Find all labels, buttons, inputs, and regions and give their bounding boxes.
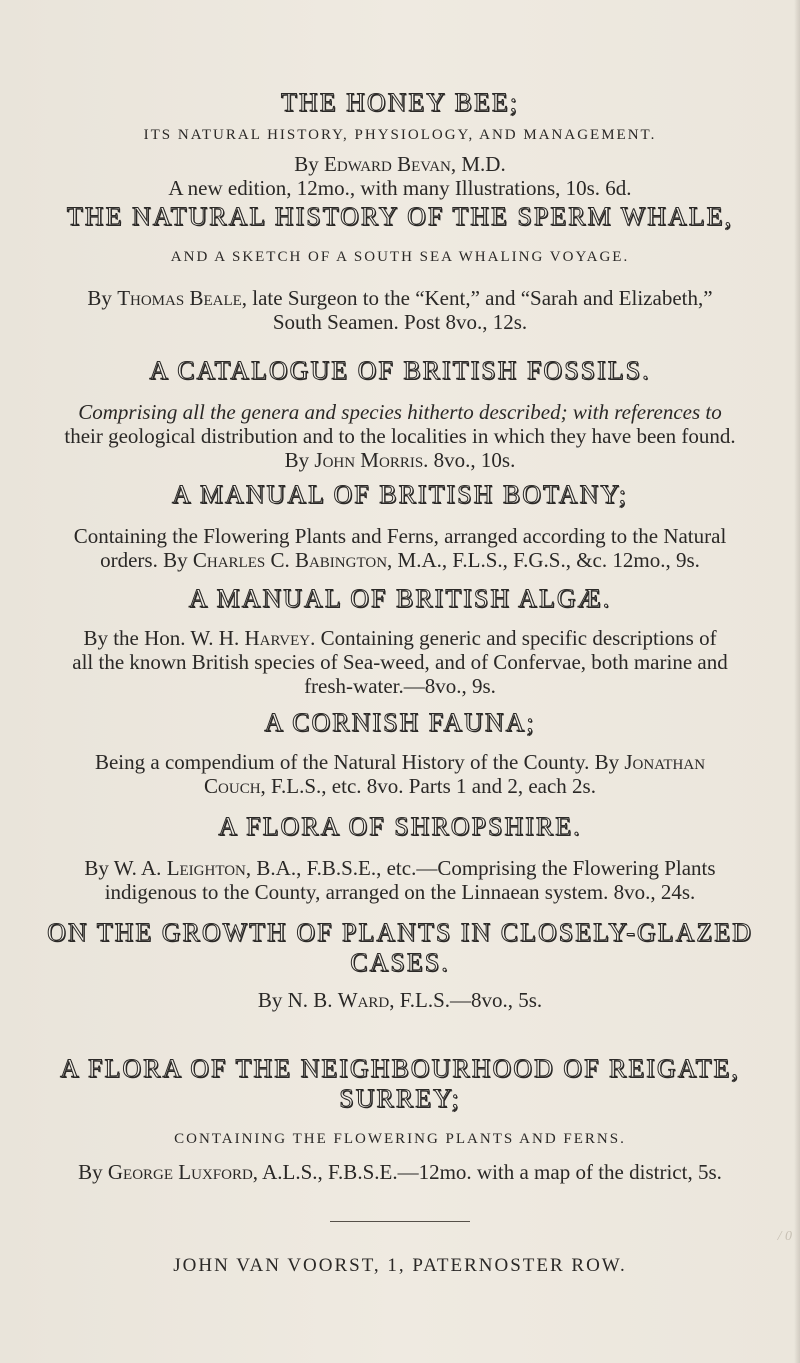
entry-title: A CORNISH FAUNA; xyxy=(264,708,536,737)
entry-line xyxy=(0,548,800,572)
author-name: Edward Bevan, M.D. xyxy=(324,152,506,176)
entry-closely-glazed-cases xyxy=(0,918,800,1012)
entry-title: SURREY; xyxy=(339,1084,461,1113)
author-name: John Morris. xyxy=(314,448,429,472)
entry-honey-bee xyxy=(0,88,800,200)
entry-author-line xyxy=(0,152,800,176)
entry-line xyxy=(0,750,800,774)
entry-subtitle: ITS NATURAL HISTORY, PHYSIOLOGY, AND MANAGEMENT. xyxy=(143,127,657,143)
author-name: Charles C. Babington, xyxy=(192,548,393,572)
entry-line-prefix: By the Hon. W. H. xyxy=(83,626,245,650)
entry-line-prefix: Being a compendium of the Natural History of the County. By xyxy=(94,750,625,774)
author-prefix: By xyxy=(87,286,118,310)
entry-line-prefix: By W. A. xyxy=(84,856,167,880)
entry-subtitle: AND A SKETCH OF A SOUTH SEA WHALING VOYAGE. xyxy=(170,249,630,265)
entry-subtitle: CONTAINING THE FLOWERING PLANTS AND FERNS. xyxy=(174,1131,626,1147)
entry-line xyxy=(0,774,800,798)
author-name: Couch, xyxy=(204,774,266,798)
entry-line xyxy=(0,286,800,310)
entry-line-rest: late Surgeon to the “Kent,” and “Sarah and Elizabeth,” xyxy=(247,286,713,310)
entry-line: fresh-water.—8vo., 9s. xyxy=(304,674,496,698)
entry-line: all the known British species of Sea-weed, and of Confervae, both marine and xyxy=(72,650,728,674)
author-prefix: By xyxy=(294,152,325,176)
divider-rule xyxy=(330,1221,470,1222)
author-name: Leighton, xyxy=(166,856,252,880)
entry-line xyxy=(0,856,800,880)
corner-pencil-mark: / 0 xyxy=(777,1229,792,1244)
author-name: George Luxford, xyxy=(107,1160,259,1184)
entry-line: Containing the Flowering Plants and Ferns, arranged according to the Natural xyxy=(73,524,727,548)
entry-line-rest: F.L.S., etc. 8vo. Parts 1 and 2, each 2s. xyxy=(265,774,596,798)
entry-title: A FLORA OF SHROPSHIRE. xyxy=(218,812,582,841)
entry-flora-reigate xyxy=(0,1054,800,1184)
publisher-footer: JOHN VAN VOORST, 1, PATERNOSTER ROW. xyxy=(173,1255,627,1276)
entry-title: THE NATURAL HISTORY OF THE SPERM WHALE, xyxy=(66,202,734,231)
entry-line-prefix: orders. By xyxy=(100,548,193,572)
entry-line: Comprising all the genera and species hitherto described; with references to xyxy=(78,400,722,424)
entry-title: A FLORA OF THE NEIGHBOURHOOD OF REIGATE, xyxy=(60,1054,740,1083)
author-prefix: By xyxy=(78,1160,108,1184)
entry-british-fossils xyxy=(0,356,800,472)
entry-line xyxy=(0,626,800,650)
entry-british-botany xyxy=(0,480,800,572)
entry-line-rest: 8vo., 10s. xyxy=(428,448,516,472)
entry-title: CASES. xyxy=(350,948,450,977)
entry-title: A MANUAL OF BRITISH ALGÆ. xyxy=(188,584,612,613)
entry-line xyxy=(0,448,800,472)
entry-title: ON THE GROWTH OF PLANTS IN CLOSELY-GLAZED xyxy=(47,918,753,947)
author-prefix: By xyxy=(284,448,315,472)
author-name: Ward, xyxy=(337,988,395,1012)
entry-line-rest: B.A., F.B.S.E., etc.—Comprising the Flowering Plants xyxy=(251,856,716,880)
entry-british-algae xyxy=(0,584,800,698)
entry-cornish-fauna xyxy=(0,708,800,798)
entry-line-rest: Containing generic and specific descriptions of xyxy=(315,626,717,650)
author-name: Thomas Beale, xyxy=(117,286,248,310)
author-name: Harvey. xyxy=(244,626,316,650)
entry-title: THE HONEY BEE; xyxy=(281,88,519,117)
entry-line-rest: M.A., F.L.S., F.G.S., &c. 12mo., 9s. xyxy=(392,548,700,572)
entry-line: South Seamen. Post 8vo., 12s. xyxy=(272,310,528,334)
entry-title: A CATALOGUE OF BRITISH FOSSILS. xyxy=(149,356,651,385)
entry-line-rest: F.L.S.—8vo., 5s. xyxy=(394,988,543,1012)
entry-line: their geological distribution and to the localities in which they have been found. xyxy=(64,424,736,448)
entry-detail: A new edition, 12mo., with many Illustrations, 10s. 6d. xyxy=(168,176,632,200)
entry-line-prefix: By N. B. xyxy=(257,988,338,1012)
entry-flora-shropshire xyxy=(0,812,800,904)
entry-line-rest: A.L.S., F.B.S.E.—12mo. with a map of the district, 5s. xyxy=(258,1160,722,1184)
entry-line: indigenous to the County, arranged on the Linnaean system. 8vo., 24s. xyxy=(104,880,696,904)
entry-title: A MANUAL OF BRITISH BOTANY; xyxy=(172,480,628,509)
entry-sperm-whale xyxy=(0,202,800,334)
author-name: Jonathan xyxy=(624,750,706,774)
entry-line xyxy=(0,1160,800,1184)
entry-line xyxy=(0,988,800,1012)
